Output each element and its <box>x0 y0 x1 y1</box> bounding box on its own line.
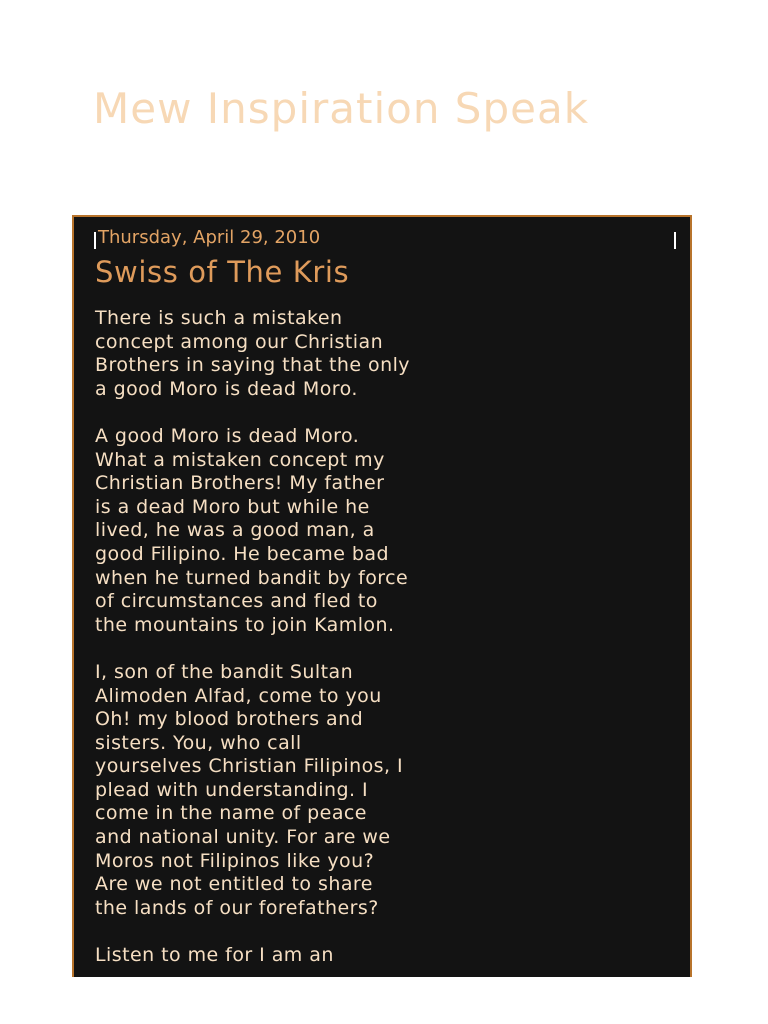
blog-title[interactable]: Mew Inspiration Speak <box>93 84 590 133</box>
post-paragraph-2: A good Moro is dead Moro. What a mistaken concept my Christian Brothers! My father is a dead Moro but while he lived, he was a good man, a good Filipino. He became bad when he turned bandit by force of circumstances and fled to the mountains to join Kamlon. <box>95 424 409 636</box>
post-paragraph-4: Listen to me for I am an <box>95 944 334 967</box>
post-body <box>95 307 535 977</box>
text-cursor-left <box>94 232 96 249</box>
post-paragraph-1: There is such a mistaken concept among our Christian Brothers in saying that the only a good Moro is dead Moro. <box>95 307 410 400</box>
post-date: Thursday, April 29, 2010 <box>98 227 321 248</box>
text-cursor-right <box>674 232 676 249</box>
post-title[interactable]: Swiss of The Kris <box>95 255 350 289</box>
post-paragraph-3: I, son of the bandit Sultan Alimoden Alfad, come to you Oh! my blood brothers and sisters. You, who call yourselves Christian Filipinos, I plead with understanding. I come in the name of peace and national unity. For are we Moros not Filipinos like you? Are we not entitled to share the lands of our forefathers? <box>95 660 404 919</box>
blog-post <box>72 215 692 977</box>
